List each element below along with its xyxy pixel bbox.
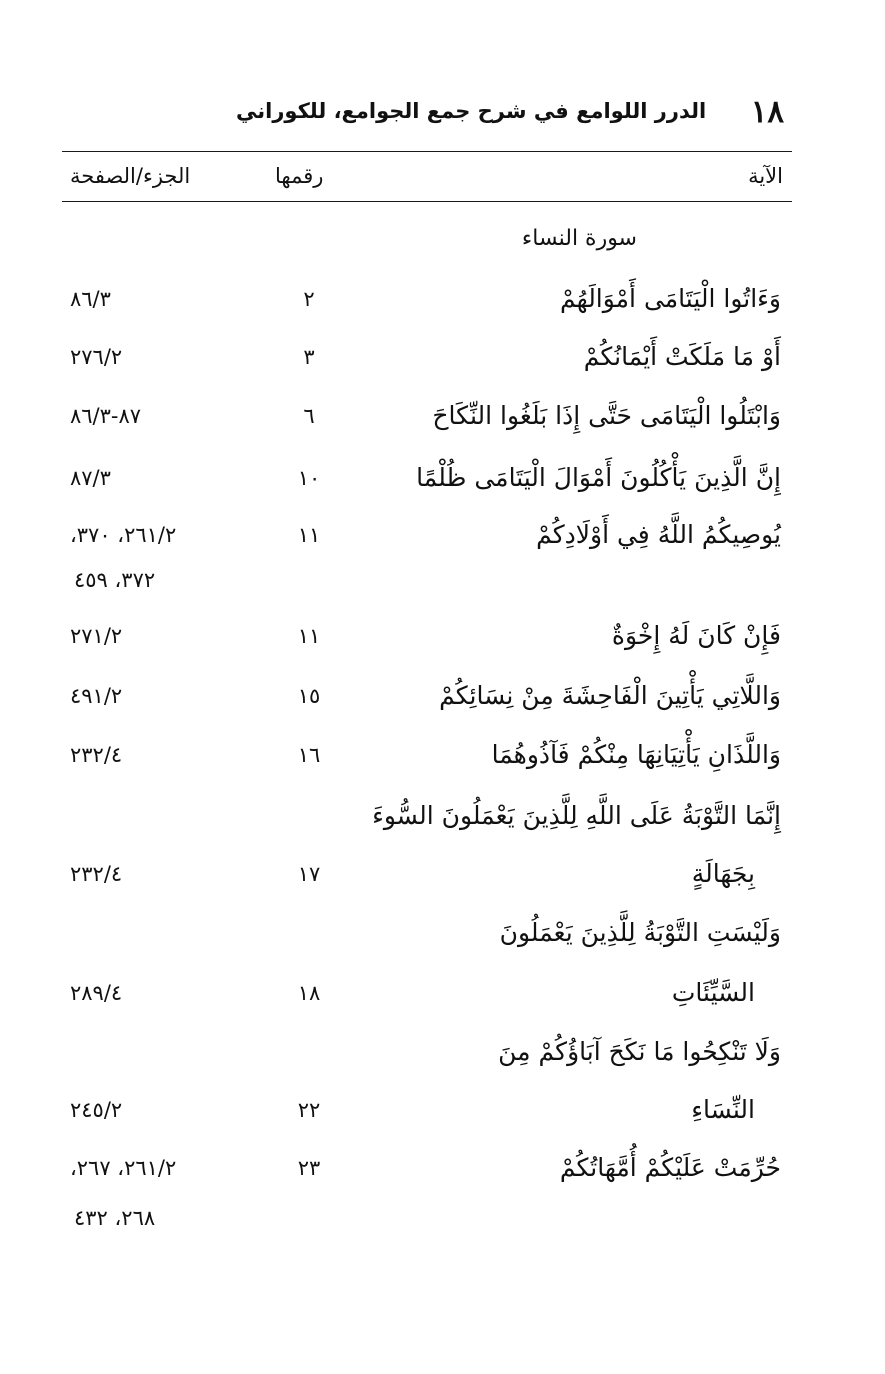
verse-text: وَاللَّاتِي يَأْتِينَ الْفَاحِشَةَ مِنْ نِسَائِكُمْ (439, 681, 781, 710)
verse-number: ١١ (297, 523, 321, 547)
page-reference: ٨٧-٨٦/٣ (70, 404, 142, 428)
page-reference: ٢٣٢/٤ (70, 743, 123, 767)
verse-number: ٢٣ (297, 1156, 321, 1180)
verse-text-continued: النِّسَاءِ (691, 1095, 755, 1124)
verse-text: وَابْتَلُوا الْيَتَامَى حَتَّى إِذَا بَلَغُوا النِّكَاحَ (432, 401, 781, 430)
verse-number: ١٧ (297, 862, 321, 886)
page-reference: ٢٦٨، ٤٣٢ (74, 1206, 156, 1230)
header-rule (62, 201, 792, 202)
verse-text: وَءَاتُوا الْيَتَامَى أَمْوَالَهُمْ (560, 284, 781, 313)
verse-text: إِنَّ الَّذِينَ يَأْكُلُونَ أَمْوَالَ الْيَتَامَى ظُلْمًا (416, 463, 781, 492)
verse-number: ٣ (303, 345, 315, 369)
verse-number: ١٦ (297, 743, 321, 767)
verse-number: ١١ (297, 624, 321, 648)
page-reference: ٢٦١/٢، ٢٦٧، (70, 1156, 177, 1180)
page-reference: ٢٨٩/٤ (70, 981, 123, 1005)
page-reference: ٨٦/٣ (70, 287, 111, 311)
page-reference: ٤٩١/٢ (70, 684, 123, 708)
column-header-verse: الآية (748, 164, 783, 188)
verse-text: وَلَيْسَتِ التَّوْبَةُ لِلَّذِينَ يَعْمَلُونَ (499, 918, 781, 947)
book-title: الدرر اللوامع في شرح جمع الجوامع، للكوراني (236, 99, 707, 123)
page-reference: ٢٧٦/٢ (70, 345, 123, 369)
page-reference: ٢٣٢/٤ (70, 862, 123, 886)
verse-text-continued: بِجَهَالَةٍ (691, 859, 755, 888)
column-header-number: رقمها (275, 164, 324, 188)
verse-number: ٢٢ (297, 1098, 321, 1122)
page-reference: ٢٧١/٢ (70, 624, 123, 648)
verse-number: ١٨ (297, 981, 321, 1005)
verse-number: ٦ (303, 404, 315, 428)
verse-text-continued: السَّيِّئَاتِ (671, 978, 755, 1007)
verse-text: إِنَّمَا التَّوْبَةُ عَلَى اللَّهِ لِلَّذِينَ يَعْمَلُونَ السُّوءَ (372, 801, 781, 830)
surah-title: سورة النساء (521, 226, 637, 251)
page-reference: ٣٧٢، ٤٥٩ (74, 568, 156, 592)
verse-text: وَاللَّذَانِ يَأْتِيَانِهَا مِنْكُمْ فَآذُوهُمَا (491, 740, 781, 769)
column-header-page: الجزء/الصفحة (70, 164, 191, 188)
verse-number: ١٥ (297, 684, 321, 708)
verse-text: يُوصِيكُمُ اللَّهُ فِي أَوْلَادِكُمْ (536, 520, 781, 549)
verse-number: ١٠ (297, 466, 321, 490)
verse-text: فَإِنْ كَانَ لَهُ إِخْوَةٌ (611, 621, 781, 650)
page-reference: ٨٧/٣ (70, 466, 111, 490)
running-head (236, 92, 784, 132)
verse-text: وَلَا تَنْكِحُوا مَا نَكَحَ آبَاؤُكُمْ مِنَ (498, 1037, 781, 1066)
verse-number: ٢ (303, 287, 315, 311)
verse-text: أَوْ مَا مَلَكَتْ أَيْمَانُكُمْ (583, 342, 781, 371)
page-number: ١٨ (750, 94, 784, 130)
page-reference: ٢٦١/٢، ٣٧٠، (70, 523, 177, 547)
page-reference: ٢٤٥/٢ (70, 1098, 123, 1122)
top-rule (62, 151, 792, 152)
verse-text: حُرِّمَتْ عَلَيْكُمْ أُمَّهَاتُكُمْ (559, 1153, 781, 1182)
